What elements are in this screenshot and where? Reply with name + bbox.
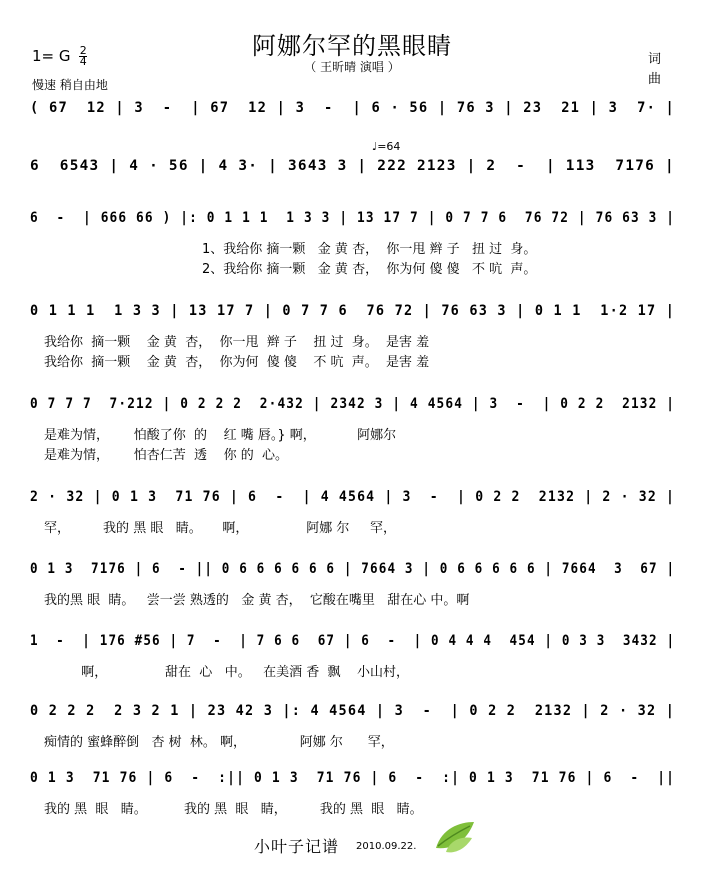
credits [648,50,661,90]
lyric-line: 我的 黑 眼 睛。 我的 黑 眼 睛， 我的 黑 眼 睛。 [44,802,423,817]
score-row [30,633,680,680]
lyric-line: 我的黑 眼 睛。 尝一尝 熟透的 金 黄 杏， 它酸在嘴里 甜在心 中。啊 [44,593,470,608]
key-label: 1= G [32,47,71,65]
meter-bottom: 4 [79,55,87,68]
tempo-marking: 慢速 稍自由地 [32,78,108,92]
lyric-line: 啊， 甜在 心 中。 在美酒 香 飘 小山村， [44,665,410,680]
lyric-line: 是难为情， 怕杏仁苦 透 你 的 心。 [44,448,288,463]
notation-line: 6 - | 666 66 ) |: 0 1 1 1 1 3 3 | 13 17 7 | 0 7 7 6 76 72 | 76 63 3 | [30,210,676,226]
score-row [30,396,680,463]
score-row [30,303,680,370]
page-title: 阿娜尔罕的黑眼睛 [252,32,452,60]
metronome-mark: ♩=64 [372,140,401,153]
lyric-line: 1、我给你 摘一颗 金 黄 杏， 你一甩 辫 子 扭 过 身。 [202,242,537,257]
notation-line: 6 6543 | 4 · 56 | 4 3· | 3643 3 | 222 2123 | 2 - | 113 7176 | [30,158,675,174]
score-row [30,770,680,817]
notation-line: 0 1 1 1 1 3 3 | 13 17 7 | 0 7 7 6 76 72 | 76 63 3 | 0 1 1 1·2 17 | [30,303,676,319]
time-signature [79,46,87,67]
performer-credit: （ 王昕晴 演唱 ） [304,60,400,74]
score-row [30,489,680,536]
composer-label: 曲 [648,72,662,87]
notation-line: 1 - | 176 #56 | 7 - | 7 6 6 67 | 6 - | 0 4 4 4 454 | 0 3 3 3432 | [30,633,676,649]
score-row [30,210,680,277]
lyricist-label: 词 [648,52,662,67]
score-row [30,561,680,608]
lyric-line: 2、我给你 摘一颗 金 黄 杏， 你为何 傻 傻 不 吭 声。 [202,262,537,277]
notation-line: 0 1 3 7176 | 6 - || 0 6 6 6 6 6 6 | 7664 3 | 0 6 6 6 6 6 | 7664 3 67 | [30,561,676,577]
score-row [30,158,680,184]
notation-line: 0 2 2 2 2 3 2 1 | 23 42 3 |: 4 4564 | 3 - | 0 2 2 2132 | 2 · 32 | [30,703,676,719]
transcriber-signature: 小叶子记谱 [254,837,340,856]
lyric-line: 是难为情， 怕酸了你 的 红 嘴 唇。} 啊， 阿娜尔 [44,428,397,443]
key-signature [32,46,87,67]
lyric-line: 痴情的 蜜蜂醉倒 杏 树 林。 啊， 阿娜 尔 罕， [44,735,394,750]
leaf-icon [432,818,478,854]
notation-line: 2 · 32 | 0 1 3 71 76 | 6 - | 4 4564 | 3 - | 0 2 2 2132 | 2 · 32 | [30,489,676,505]
lyric-line: 我给你 摘一颗 金 黄 杏， 你为何 傻 傻 不 吭 声。 是害 羞 [44,355,430,370]
notation-line: 0 1 3 71 76 | 6 - :|| 0 1 3 71 76 | 6 - :| 0 1 3 71 76 | 6 - || [30,770,676,786]
score-row [30,703,680,750]
lyric-line: 我给你 摘一颗 金 黄 杏， 你一甩 辫 子 扭 过 身。 是害 羞 [44,335,430,350]
transcription-date: 2010.09.22. [356,841,417,852]
meter-top: 2 [79,44,87,57]
notation-line: 0 7 7 7 7·212 | 0 2 2 2 2·432 | 2342 3 | 4 4564 | 3 - | 0 2 2 2132 | [30,396,676,412]
score-row [30,100,680,126]
lyric-line: 罕， 我的 黑 眼 睛。 啊， 阿娜 尔 罕， [44,521,397,536]
notation-line: ( 67 12 | 3 - | 67 12 | 3 - | 6 · 56 | 76 3 | 23 21 | 3 7· | [30,100,676,116]
